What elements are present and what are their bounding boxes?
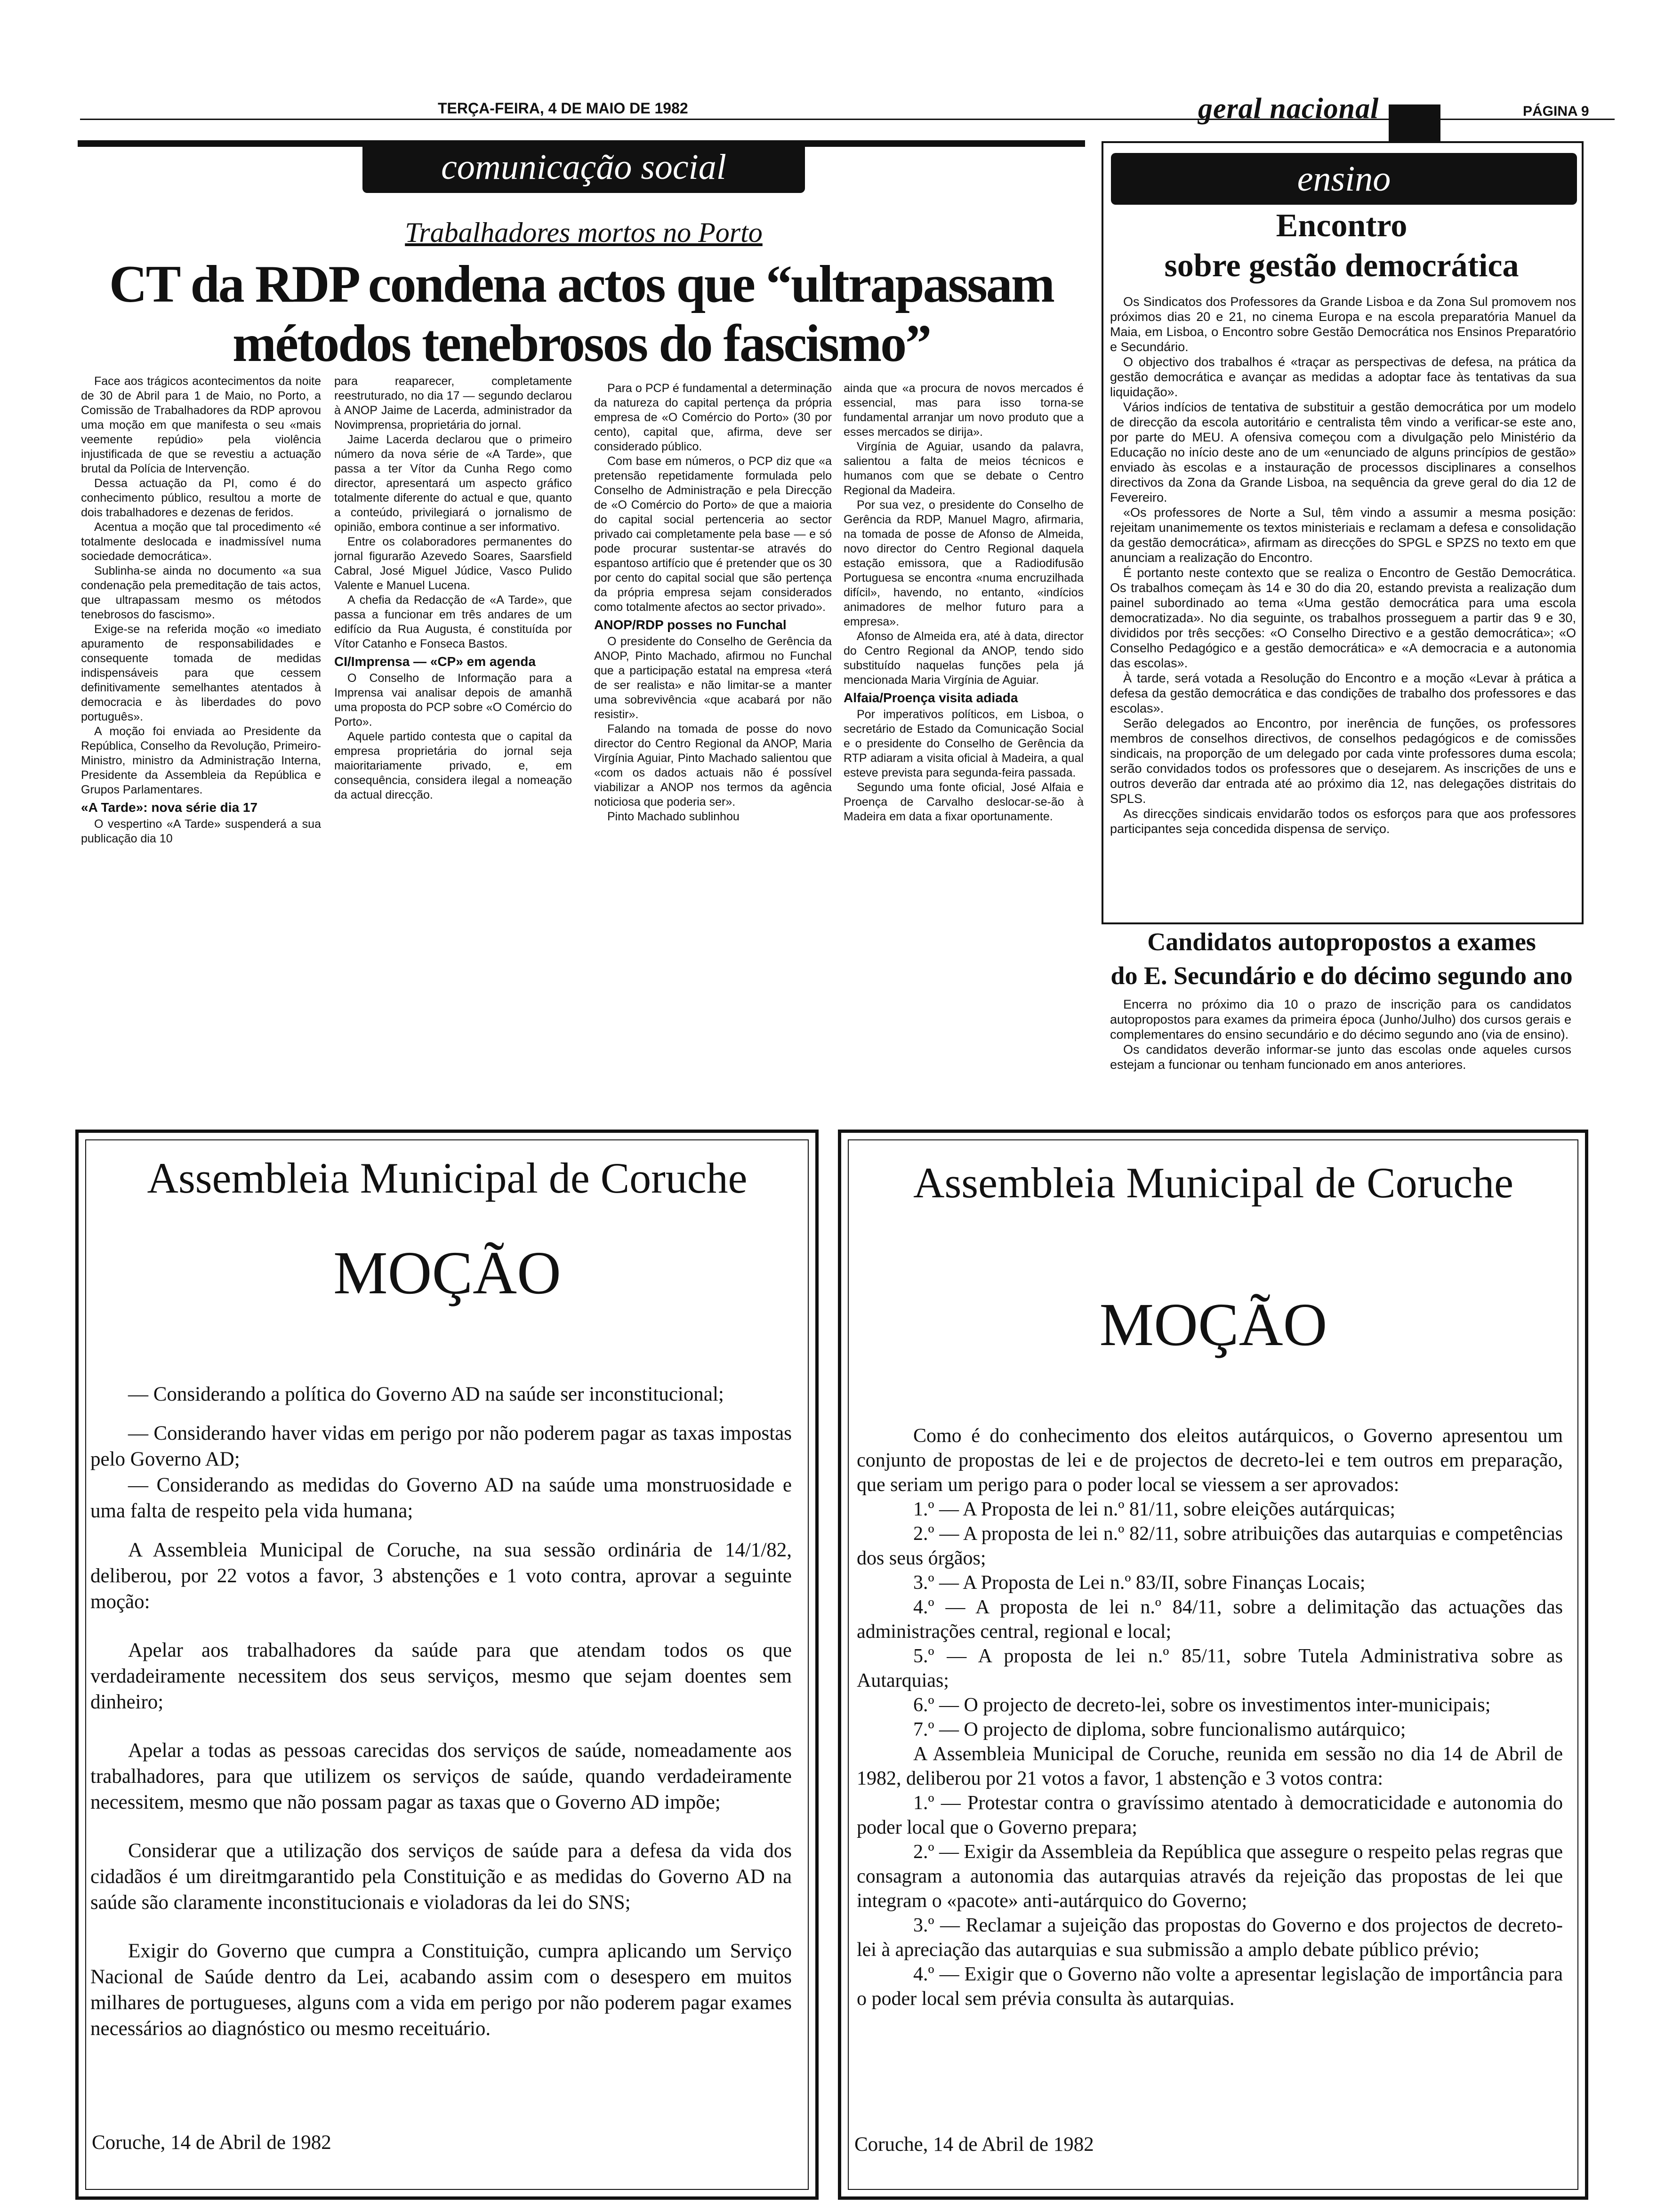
ensino-p5: É portanto neste contexto que se realiza o Encontro de Gestão Democrática. Os trabalhos começam às 14 e 30 do dia 20, estando prevista a realização dum painel subordinado ao tema «Uma gestão democrática para uma escola democratizada». No dia seguinte, os trabalhos prosseguem a partir das 9 e 30, divididos por três secções: «O Conselho Directivo e a gestão democrática»; «O Conselho Pedagógico e a gestão democrática» e «A democracia e a autonomia das escolas». bbox=[1110, 566, 1576, 670]
mocao-left-p7: Considerar que a utilização dos serviços de saúde para a defesa da vida dos cidadãos é um direitmgarantido pela Constituição e as medidas do Governo AD na saúde são claramente inconstitucionais e violadoras da lei do SNS; bbox=[90, 1840, 792, 1914]
mocao-right-res3: 3.º — Reclamar a sujeição das propostas do Governo e dos projectos de decreto-lei à apreciação das autarquias e sua submissão a amplo debate público prévio; bbox=[857, 1915, 1563, 1961]
col1-p4: Sublinha-se ainda no documento «a sua condenação pela premeditação de tais actos, que ultrapassam mesmo os métodos tenebrosos do fascismo». bbox=[81, 564, 321, 621]
col1-p1: Face aos trágicos acontecimentos da noite de 30 de Abril para 1 de Maio, no Porto, a Comissão de Trabalhadores da RDP aprovou uma moção em que manifesta o seu «mais veemente repúdio» pela violência injustificada de que se revestiu a actuação brutal da Polícia de Intervenção. bbox=[81, 375, 321, 475]
ensino-p4: «Os professores de Norte a Sul, têm vindo a assumir a mesma posição: rejeitam unanimemente os textos ministeriais e reclamam a defesa e consolidação da gestão democrática», afirmam as direcções do SPGL e SPZS no texto em que anunciam a realização do Encontro. bbox=[1110, 505, 1576, 565]
mocao-right-item2: 2.º — A proposta de lei n.º 82/11, sobre atribuições das autarquias e competências dos seus órgãos; bbox=[857, 1523, 1563, 1569]
col4-tail2: Segundo uma fonte oficial, José Alfaia e Proença de Carvalho deslocar-se-ão à Madeira em data a fixar oportunamente. bbox=[844, 781, 1084, 823]
col3-tail3: Pinto Machado sublinhou bbox=[607, 810, 740, 823]
mocao-right-res2: 2.º — Exigir da Assembleia da República que assegure o respeito pelas regras que consagram a autonomia das autarquias através da rejeição das propostas de lei que integram o «pacote» anti-autárquico do Governo; bbox=[857, 1841, 1563, 1912]
mocao-right-item4: 4.º — A proposta de lei n.º 84/11, sobre a delimitação das actuações das administrações central, regional e local; bbox=[857, 1596, 1563, 1643]
mocao-right-deliberation: A Assembleia Municipal de Coruche, reunida em sessão no dia 14 de Abril de 1982, deliberou por 21 votos a favor, 1 abstenção e 3 votos contra: bbox=[857, 1743, 1563, 1789]
ensino-p1: Os Sindicatos dos Professores da Grande Lisboa e da Zona Sul promovem nos próximos dias 20 e 21, no cinema Europa e na escola preparatória Manuel da Maia, em Lisboa, o Encontro sobre Gestão Democrática nos Ensinos Preparatório e Secundário. bbox=[1110, 295, 1576, 354]
ensino-p6: À tarde, será votada a Resolução do Encontro e a moção «Levar à prática a defesa da gestão democrática e das condições de trabalho dos professores e das escolas». bbox=[1110, 671, 1576, 715]
mocao-left-p2: — Considerando haver vidas em perigo por não poderem pagar as taxas impostas pelo Governo AD; bbox=[90, 1422, 792, 1470]
candidatos-p2: Os candidatos deverão informar-se junto das escolas onde aqueles cursos estejam a funcionar ou tenham funcionado em anos anteriores. bbox=[1110, 1042, 1571, 1072]
candidatos-headline-2: do E. Secundário e do décimo segundo ano bbox=[1110, 962, 1573, 990]
ensino-p2: O objectivo dos trabalhos é «traçar as perspectivas de defesa, na prática da gestão democrática e avançar as medidas a adoptar face às tentativas da sua liquidação». bbox=[1110, 355, 1576, 399]
mocao-left-p5: Apelar aos trabalhadores da saúde para que atendam todos os que verdadeiramente necessitem dos seus serviços, mesmo que sejam doentes sem dinheiro; bbox=[90, 1639, 792, 1713]
col2-tail2: Aquele partido contesta que o capital da empresa proprietária do jornal seja maioritariamente privado, e, em consequência, considera ilegal a nomeação da actual direcção. bbox=[334, 730, 572, 801]
col2-subhead: CI/Imprensa — «CP» em agenda bbox=[334, 654, 536, 669]
ensino-body bbox=[1110, 294, 1576, 915]
mocao-left-body bbox=[90, 1381, 792, 2042]
col4-tail1: Por imperativos políticos, em Lisboa, o secretário de Estado da Comunicação Social e o presidente do Conselho de Gerência da RTP adiaram a visita oficial à Madeira, a qual esteve prevista para segunda-feira passada. bbox=[844, 708, 1084, 779]
col3-p2: Com base em números, o PCP diz que «a pretensão repetidamente formulada pelo Conselho de Administração e pela Direcção de «O Comércio do Porto» de que a maioria do capital social pertenceria ao sector privado cai completamente pela base — e só pode procurar sustentar-se através do espantoso artifício que é pretender que os 30 por cento do capital social que são pertença da própria empresa sejam considerados como totalmente afectos ao sector privado». bbox=[594, 455, 832, 614]
col1-tail: O vespertino «A Tarde» suspenderá a sua publicação dia 10 bbox=[81, 817, 321, 845]
comunicacao-col1 bbox=[81, 374, 321, 1113]
col2-p3: Entre os colaboradores permanentes do jornal figurarão Azevedo Soares, Saarsfield Cabral, José Miguel Júdice, Vasco Pulido Valente e Manuel Lucena. bbox=[334, 535, 572, 592]
col4-p4: Afonso de Almeida era, até à data, director do Centro Regional da ANOP, tendo sido substituído naquelas funções pela já mencionada Maria Virgínia de Aguiar. bbox=[844, 630, 1084, 687]
mocao-left-p6: Apelar a todas as pessoas carecidas dos serviços de saúde, nomeadamente aos trabalhadores, para que utilizem os serviços de saúde, quando verdadeiramente necessitem, mesmo que não possam pagar as taxas que o Governo AD impõe; bbox=[90, 1739, 792, 1813]
mocao-right-res4: 4.º — Exigir que o Governo não volte a apresentar legislação de importância para o poder local sem prévia consulta às autarquias. bbox=[857, 1964, 1563, 2010]
header-rule bbox=[80, 119, 1615, 120]
header-badge bbox=[1389, 104, 1440, 141]
col2-p1: para reaparecer, completamente reestruturado, no dia 17 — segundo declarou à ANOP Jaime de Lacerda, administrador da Novimprensa, proprietária do jornal. bbox=[334, 375, 572, 432]
header-section: geral nacional bbox=[1198, 93, 1379, 125]
col1-p6: A moção foi enviada ao Presidente da República, Conselho da Revolução, Primeiro-Ministro, ministro da Administração Interna, Presidente da Assembleia da República e Grupos Parlamentares. bbox=[81, 725, 321, 796]
ensino-p3: Vários indícios de tentativa de substituir a gestão democrática por um modelo de direcção da escola autoritário e centralista têm vindo a verificar-se este ano, por parte do MEU. A ofensiva começou com a divulgação pelo Ministério da Educação no início deste ano de um «enunciado de alguns princípios de gestão» enviado às escolas e a instauração de processos disciplinares a conselhos directivos da Zona da Grande Lisboa, na sequência da greve geral do dia 12 de Fevereiro. bbox=[1110, 400, 1576, 505]
mocao-right-res1: 1.º — Protestar contra o gravíssimo atentado à democraticidade e autonomia do poder local que o Governo prepara; bbox=[857, 1792, 1563, 1838]
mocao-right-item7: 7.º — O projecto de diploma, sobre funcionalismo autárquico; bbox=[913, 1719, 1406, 1740]
col2-p4: A chefia da Redacção de «A Tarde», que passa a funcionar em três andares de um edifício da Rua Augusta, é constituída por Vítor Catanho e Fonseca Bastos. bbox=[334, 593, 572, 650]
col4-p2: Virgínia de Aguiar, usando da palavra, salientou a falta de meios técnicos e humanos com que se debate o Centro Regional da Madeira. bbox=[844, 440, 1084, 497]
mocao-right-item6: 6.º — O projecto de decreto-lei, sobre os investimentos inter-municipais; bbox=[913, 1694, 1491, 1716]
col1-p2: Dessa actuação da PI, como é do conhecimento público, resultou a morte de dois trabalhadores e dezenas de feridos. bbox=[81, 477, 321, 519]
mocao-right-item5: 5.º — A proposta de lei n.º 85/11, sobre Tutela Administrativa sobre as Autarquias; bbox=[857, 1645, 1563, 1691]
comunicacao-headline-1: CT da RDP condena actos que “ultrapassam bbox=[109, 255, 1054, 313]
mocao-left-p1: — Considerando a política do Governo AD na saúde ser inconstitucional; bbox=[128, 1383, 724, 1405]
comunicacao-kicker: Trabalhadores mortos no Porto bbox=[405, 217, 763, 248]
col1-subhead: «A Tarde»: nova série dia 17 bbox=[81, 800, 258, 815]
mocao-left-p4: A Assembleia Municipal de Coruche, na sua sessão ordinária de 14/1/82, deliberou, por 22 votos a favor, 3 abstenções e 1 voto contra, aprovar a seguinte moção: bbox=[90, 1539, 792, 1613]
mocao-right-body bbox=[857, 1424, 1563, 2011]
mocao-left-heading: MOÇÃO bbox=[333, 1239, 561, 1307]
mocao-left-p8: Exigir do Governo que cumpra a Constituição, cumpra aplicando um Serviço Nacional de Saúde dentro da Lei, acabando assim com o desespero em muitos milhares de portugueses, alguns com a vida em perigo por não poderem pagar exames necessários ao diagnóstico ou mesmo receituário. bbox=[90, 1940, 792, 2040]
col3-tail2: Falando na tomada de posse do novo director do Centro Regional da ANOP, Maria Virgínia Aguiar, Pinto Machado salientou que «com os dados actuais não é possível viabilizar a ANOP nos termos da agência noticiosa que poderia ser». bbox=[594, 722, 832, 809]
candidatos-headline-1: Candidatos autopropostos a exames bbox=[1147, 928, 1536, 956]
col1-p3: Acentua a moção que tal procedimento «é totalmente deslocada e inadmissível numa sociedade democrática». bbox=[81, 521, 321, 563]
comunicacao-col2 bbox=[334, 374, 572, 1113]
col2-p2: Jaime Lacerda declarou que o primeiro número da nova série de «A Tarde», que passa a ter Vítor da Cunha Rego como director, apresentará um aspecto gráfico totalmente diferente do actual e que, quanto a conteúdo, privilegiará o jornalismo de opinião, embora continue a ser informativo. bbox=[334, 433, 572, 534]
mocao-right-signature: Coruche, 14 de Abril de 1982 bbox=[854, 2133, 1094, 2156]
mocao-left-signature: Coruche, 14 de Abril de 1982 bbox=[92, 2132, 331, 2154]
comunicacao-col3 bbox=[594, 381, 832, 1113]
ensino-p7: Serão delegados ao Encontro, por inerência de funções, os professores membros de conselhos directivos, de conselhos pedagógicos e de comissões sindicais, na proporção de um delegado por cada vinte professores duma escola; serão convidados todos os professores que o desejarem. As inscrições de uns e outros deverão dar entrada até ao próximo dia 12, nas delegações distritais do SPLS. bbox=[1110, 716, 1576, 806]
col3-p1: Para o PCP é fundamental a determinação da natureza do capital pertença da própria empresa de «O Comércio do Porto» (30 por cento), capital que, afirma, deve ser considerado público. bbox=[594, 382, 832, 453]
ensino-p8: As direcções sindicais envidarão todos os esforços para que aos professores participantes seja concedida dispensa de serviço. bbox=[1110, 807, 1576, 836]
mocao-right-item3: 3.º — A Proposta de Lei n.º 83/II, sobre Finanças Locais; bbox=[913, 1572, 1366, 1594]
comunicacao-headline-2: métodos tenebrosos do fascismo” bbox=[232, 314, 931, 373]
mocao-right-item1: 1.º — A Proposta de lei n.º 81/11, sobre eleições autárquicas; bbox=[913, 1499, 1396, 1520]
ensino-banner: ensino bbox=[1111, 153, 1577, 205]
candidatos-body bbox=[1110, 997, 1571, 1119]
mocao-left-p3: — Considerando as medidas do Governo AD na saúde uma monstruosidade e uma falta de respeito pela vida humana; bbox=[90, 1474, 792, 1522]
ensino-headline-1: Encontro bbox=[1276, 208, 1408, 244]
ensino-headline-2: sobre gestão democrática bbox=[1164, 248, 1519, 284]
col3-subhead: ANOP/RDP posses no Funchal bbox=[594, 617, 787, 632]
col2-tail1: O Conselho de Informação para a Imprensa vai analisar depois de amanhã uma proposta do PCP sobre «O Comércio do Porto». bbox=[334, 672, 572, 729]
col1-p5: Exige-se na referida moção «o imediato apuramento de responsabilidades e consequente tomada de medidas indispensáveis para que cessem definitivamente semelhantes atentados à democracia e às liberdades do povo português». bbox=[81, 623, 321, 723]
col4-p3: Por sua vez, o presidente do Conselho de Gerência da RDP, Manuel Magro, afirmaria, na tomada de posse de Afonso de Almeida, novo director do Centro Regional daquela estação emissora, que a Radiodifusão Portuguesa se encontra «numa encruzilhada difícil», havendo, no entanto, «indícios animadores de melhor futuro para a empresa». bbox=[844, 498, 1084, 628]
col4-p1: ainda que «a procura de novos mercados é essencial, mas para isso torna-se fundamental arranjar um novo produto que a esses mercados se dirija». bbox=[844, 382, 1084, 439]
header-page: PÁGINA 9 bbox=[1523, 104, 1589, 119]
header-date: TERÇA-FEIRA, 4 DE MAIO DE 1982 bbox=[438, 100, 688, 117]
mocao-right-heading: MOÇÃO bbox=[1099, 1291, 1327, 1359]
comunicacao-col4 bbox=[844, 381, 1084, 1113]
mocao-right-intro: Como é do conhecimento dos eleitos autárquicos, o Governo apresentou um conjunto de propostas de lei e de projectos de decreto-lei e tem outros em preparação, que seriam um perigo para o poder local se viessem a ser aprovados: bbox=[857, 1425, 1563, 1496]
candidatos-p1: Encerra no próximo dia 10 o prazo de inscrição para os candidatos autopropostos para exames da primeira época (Junho/Julho) dos cursos gerais e complementares do ensino secundário e do décimo segundo ano (via de ensino). bbox=[1110, 997, 1571, 1042]
mocao-right-title: Assembleia Municipal de Coruche bbox=[913, 1159, 1513, 1207]
col4-subhead: Alfaia/Proença visita adiada bbox=[844, 690, 1018, 705]
comunicacao-banner: comunicação social bbox=[362, 141, 805, 193]
mocao-left-title: Assembleia Municipal de Coruche bbox=[147, 1154, 748, 1202]
col3-tail1: O presidente do Conselho de Gerência da ANOP, Pinto Machado, afirmou no Funchal que a participação estatal na empresa «terá de ser realista» e não limitar-se a manter uma sobrevivência «que acabará por não resistir». bbox=[594, 635, 832, 721]
